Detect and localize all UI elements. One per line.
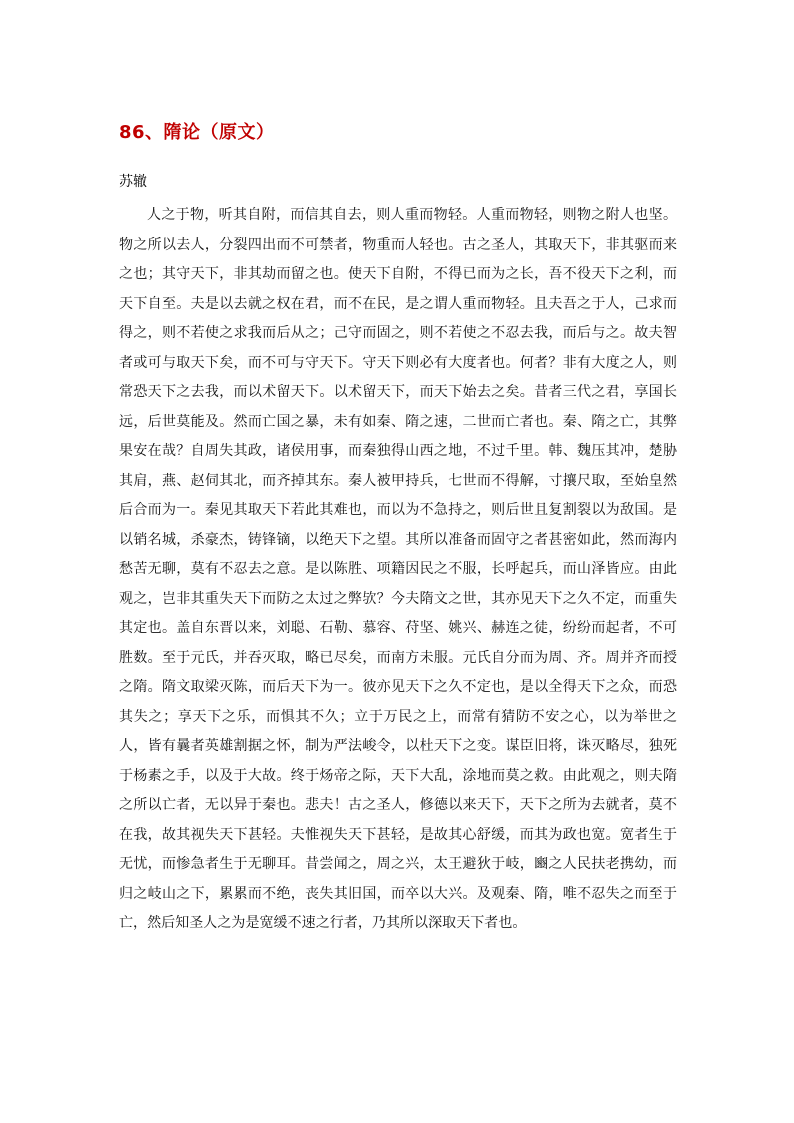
author-name: 苏辙 — [119, 174, 147, 190]
article-title: 86、隋论（原文） — [119, 122, 275, 143]
document-page — [119, 118, 677, 939]
body-paragraph: 人之于物，听其自附，而信其自去，则人重而物轻。人重而物轻，则物之附人也坚。物之所以去人，分裂四出而不可禁者，物重而人轻也。古之圣人，其取天下，非其驱而来之也；其守天下，非其劫而留之也。使天下自附，不得已而为之长，吾不役天下之利，而天下自至。夫是以去就之权在君，而不在民，是之谓人重而物轻。且夫吾之于人，己求而得之，则不若使之求我而后从之；己守而固之，则不若使之不忍去我，而后与之。故夫智者或可与取天下矣，而不可与守天下。守天下则必有大度者也。何者？非有大度之人，则常恐天下之去我，而以术留天下。以术留天下，而天下始去之矣。昔者三代之君，享国长远，后世莫能及。然而亡国之暴，未有如秦、隋之速，二世而亡者也。秦、隋之亡，其弊果安在哉？自周失其政，诸侯用事，而秦独得山西之地，不过千里。韩、魏压其冲，楚胁其肩，燕、赵伺其北，而齐掉其东。秦人被甲持兵，七世而不得解，寸攘尺取，至始皇然后合而为一。秦见其取天下若此其难也，而以为不急持之，则后世且复割裂以为敌国。是以销名城，杀豪杰，铸锋镝，以绝天下之望。其所以准备而固守之者甚密如此，然而海内愁苦无聊，莫有不忍去之意。是以陈胜、项籍因民之不服，长呼起兵，而山泽皆应。由此观之，岂非其重失天下而防之太过之弊欤？今夫隋文之世，其亦见天下之久不定，而重失其定也。盖自东晋以来，刘聪、石勒、慕容、苻坚、姚兴、赫连之徒，纷纷而起者，不可胜数。至于元氏，并吞灭取，略已尽矣，而南方未服。元氏自分而为周、齐。周并齐而授之隋。隋文取梁灭陈，而后天下为一。彼亦见天下之久不定也，是以全得天下之众，而恐其失之；享天下之乐，而惧其不久；立于万民之上，而常有猜防不安之心，以为举世之人，皆有曩者英雄割据之怀，制为严法峻令，以杜天下之变。谋臣旧将，诛灭略尽，独死于杨素之手，以及于大故。终于炀帝之际，天下大乱，涂地而莫之救。由此观之，则夫隋之所以亡者，无以异于秦也。悲夫！古之圣人，修德以来天下，天下之所为去就者，莫不在我，故其视失天下甚轻。夫惟视失天下甚轻，是故其心舒缓，而其为政也宽。宽者生于无忧，而惨急者生于无聊耳。昔尝闻之，周之兴，太王避狄于岐，豳之人民扶老携幼，而归之岐山之下，累累而不绝，丧失其旧国，而卒以大兴。及观秦、隋，唯不忍失之而至于亡，然后知圣人之为是宽缓不速之行者，乃其所以深取天下者也。 — [119, 207, 677, 931]
